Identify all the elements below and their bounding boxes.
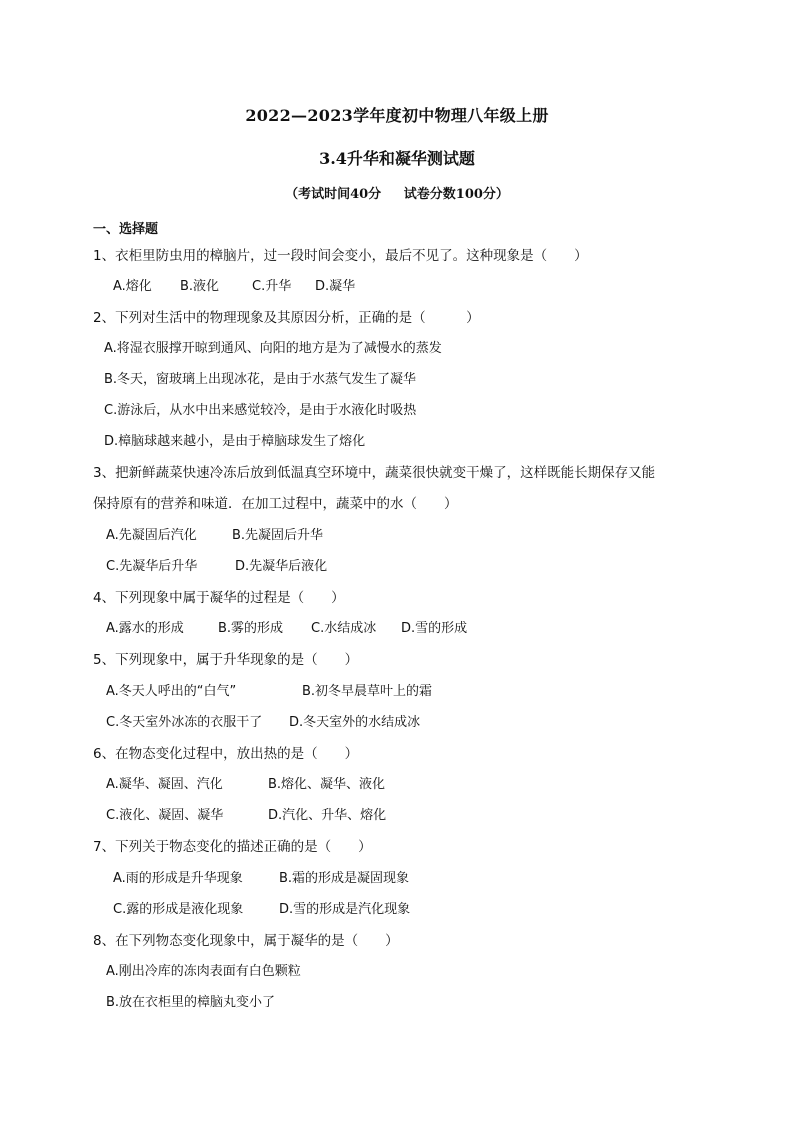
- question-1-option-d: D.凝华: [315, 279, 356, 294]
- question-8-option-b: B.放在衣柜里的樟脑丸变小了: [106, 995, 276, 1010]
- question-6-stem: 6、在物态变化过程中，放出热的是（ ）: [93, 746, 359, 762]
- question-4-option-b: B.雾的形成: [218, 621, 284, 636]
- question-2-stem: 2、下列对生活中的物理现象及其原因分析，正确的是（ ）: [93, 310, 480, 326]
- question-1-option-c: C.升华: [252, 279, 292, 294]
- question-2-option-a: A.将湿衣服撑开晾到通风、向阳的地方是为了减慢水的蒸发: [104, 341, 442, 356]
- question-6-option-c: C.液化、凝固、凝华: [106, 808, 224, 823]
- question-5-option-b: B.初冬早晨草叶上的霜: [302, 684, 433, 699]
- question-3-option-a: A.先凝固后汽化: [106, 528, 197, 543]
- question-7-option-d: D.雪的形成是汽化现象: [279, 902, 411, 917]
- question-1-option-b: B.液化: [180, 279, 220, 294]
- question-3-option-d: D.先凝华后液化: [235, 559, 328, 574]
- question-7-option-c: C.露的形成是液化现象: [113, 902, 244, 917]
- question-2-option-d: D.樟脑球越来越小，是由于樟脑球发生了熔化: [104, 434, 366, 449]
- question-6-option-a: A.凝华、凝固、汽化: [106, 777, 223, 792]
- question-3-option-b: B.先凝固后升华: [232, 528, 324, 543]
- question-8-stem: 8、在下列物态变化现象中，属于凝华的是（ ）: [93, 933, 399, 949]
- question-6-option-b: B.熔化、凝华、液化: [268, 777, 386, 792]
- question-4-option-d: D.雪的形成: [401, 621, 468, 636]
- question-7-stem: 7、下列关于物态变化的描述正确的是（ ）: [93, 839, 372, 855]
- question-8-option-a: A.刚出冷库的冻肉表面有白色颗粒: [106, 964, 301, 979]
- question-4-stem: 4、下列现象中属于凝华的过程是（ ）: [93, 590, 345, 606]
- question-2-option-b: B.冬天，窗玻璃上出现冰花，是由于水蒸气发生了凝华: [104, 372, 417, 387]
- question-5-option-a: A.冬天人呼出的“白气”: [106, 684, 237, 699]
- question-1-option-a: A.熔化: [113, 279, 152, 294]
- question-4-option-c: C.水结成冰: [311, 621, 377, 636]
- question-6-option-d: D.汽化、升华、熔化: [268, 808, 387, 823]
- exam-info: （考试时间40分 试卷分数100分）: [285, 187, 509, 202]
- question-7-option-b: B.霜的形成是凝固现象: [279, 871, 410, 886]
- question-5-option-d: D.冬天室外的水结成冰: [289, 715, 421, 730]
- question-1-stem: 1、衣柜里防虫用的樟脑片，过一段时间会变小，最后不见了。这种现象是（ ）: [93, 248, 588, 264]
- question-3-stem: 3、把新鲜蔬菜快速冷冻后放到低温真空环境中，蔬菜很快就变干燥了，这样既能长期保存又能: [93, 465, 656, 481]
- document-title: 2022—2023学年度初中物理八年级上册: [245, 106, 549, 125]
- question-3-option-c: C.先凝华后升华: [106, 559, 198, 574]
- document-subtitle: 3.4升华和凝华测试题: [319, 149, 475, 168]
- question-3-stem-cont: 保持原有的营养和味道．在加工过程中，蔬菜中的水（ ）: [93, 496, 458, 512]
- question-4-option-a: A.露水的形成: [106, 621, 184, 636]
- question-2-option-c: C.游泳后，从水中出来感觉较冷，是由于水液化时吸热: [104, 403, 417, 418]
- question-5-option-c: C.冬天室外冰冻的衣服干了: [106, 715, 263, 730]
- question-5-stem: 5、下列现象中，属于升华现象的是（ ）: [93, 652, 359, 668]
- section-heading: 一、选择题: [93, 222, 159, 237]
- question-7-option-a: A.雨的形成是升华现象: [113, 871, 243, 886]
